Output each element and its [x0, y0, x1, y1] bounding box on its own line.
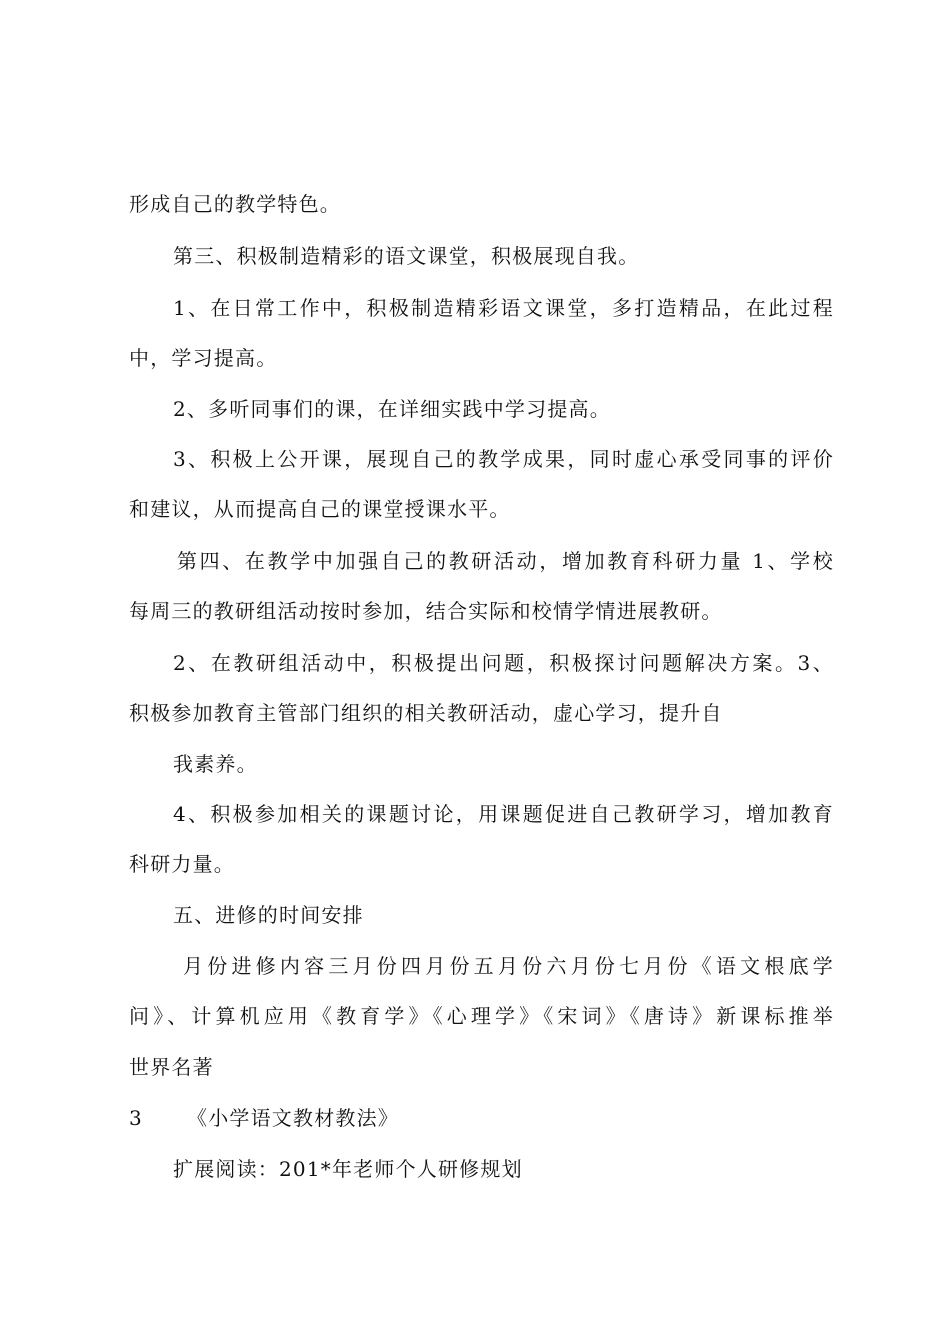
text-line: 1、在日常工作中，积极制造精彩语文课堂，多打造精品，在此过程: [173, 296, 834, 320]
text-line: 月份进修内容三月份四月份五月份六月份七月份《语文根底学: [183, 954, 834, 978]
text-line: 中，学习提高。: [129, 346, 278, 370]
text-line: 形成自己的教学特色。: [129, 192, 341, 216]
text-line: 问》、计算机应用《教育学》《心理学》《宋词》《唐诗》新课标推举: [129, 1004, 834, 1028]
text-line: 2、在教研组活动中，积极提出问题，积极探讨问题解决方案。3、: [173, 651, 834, 675]
text-line: 五、进修的时间安排: [173, 903, 364, 927]
list-number: 3: [129, 1106, 142, 1130]
text-line: 《小学语文教材教法》: [187, 1106, 399, 1130]
text-line: 科研力量。: [129, 852, 235, 876]
text-line: 4、积极参加相关的课题讨论，用课题促进自己教研学习，增加教育: [173, 802, 834, 826]
text-line: 我素养。: [173, 752, 258, 776]
text-line: 世界名著: [129, 1055, 214, 1079]
extended-reading-title: 扩展阅读：201*年老师个人研修规划: [173, 1157, 523, 1181]
text-line: 第四、在教学中加强自己的教研活动，增加教育科研力量 1、学校: [177, 549, 834, 573]
text-line: 第三、积极制造精彩的语文课堂，积极展现自我。: [173, 244, 640, 268]
text-line: 每周三的教研组活动按时参加，结合实际和校情学情进展教研。: [129, 599, 723, 623]
text-line: 积极参加教育主管部门组织的相关教研活动，虚心学习，提升自: [129, 701, 723, 725]
text-line: 和建议，从而提高自己的课堂授课水平。: [129, 497, 511, 521]
text-line: 2、多听同事们的课，在详细实践中学习提高。: [173, 397, 611, 421]
text-line: 3、积极上公开课，展现自己的教学成果，同时虚心承受同事的评价: [173, 447, 834, 471]
